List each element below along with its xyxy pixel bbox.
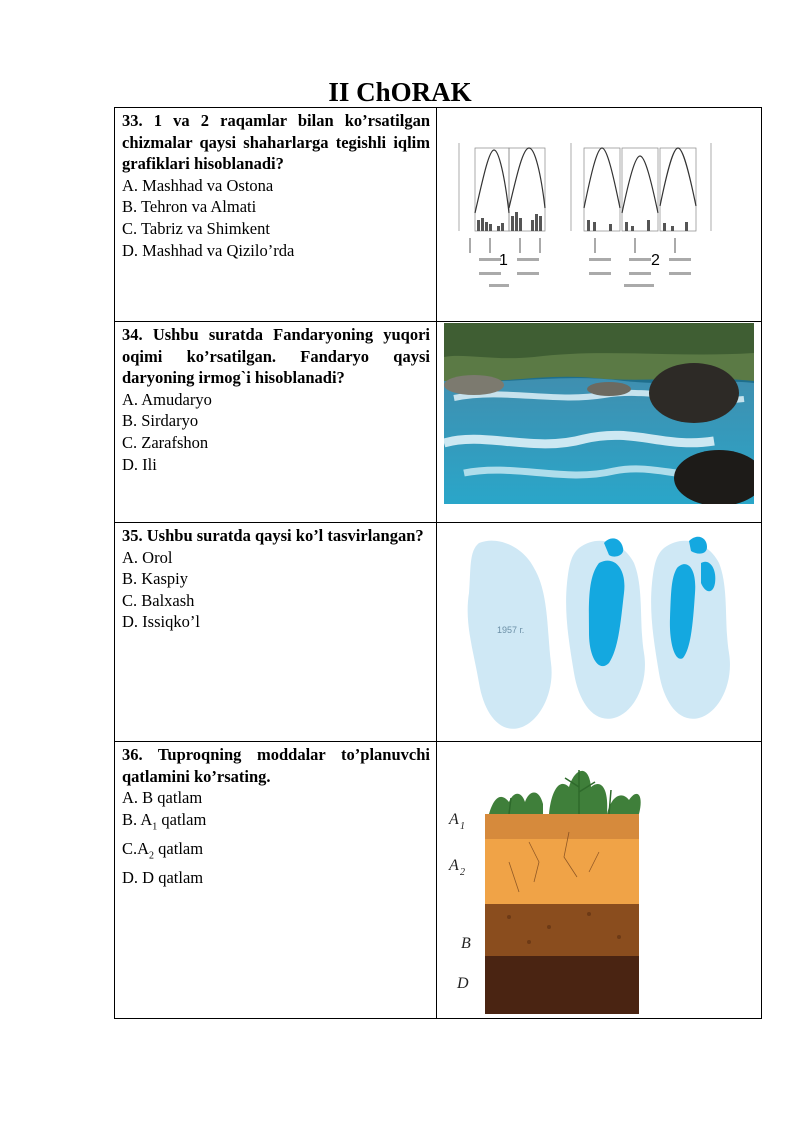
option-b: B. $A_1$ qatlam — [122, 809, 207, 833]
option-d: D. Mashhad va Qizilo’rda — [122, 240, 295, 260]
question-row-34 — [115, 322, 762, 523]
page-title: II ChORAK — [328, 77, 472, 107]
layer-label-d: D — [457, 975, 469, 992]
question-stem: 34. Ushbu suratda Fandaryoning yuqori oqimi ko’rsatilgan. Fandaryo qaysi daryoning irmog`i hisoblanadi? — [122, 325, 431, 388]
option-a: A. Mashhad va Ostona — [122, 175, 274, 195]
river-photo-image — [444, 323, 754, 504]
option-b: B. Sirdaryo — [122, 411, 199, 431]
option-b: B. Tehron va Almati — [122, 197, 257, 217]
question-number: 36. — [122, 745, 143, 764]
option-a: A. Orol — [122, 547, 173, 567]
option-d: D. Ili — [122, 454, 157, 474]
soil-layer-labels — [448, 811, 471, 992]
lake-maps-image — [437, 523, 762, 742]
question-cell — [115, 742, 437, 1019]
question-cell — [115, 322, 437, 523]
map-year-label: 1957 г. — [497, 625, 525, 635]
option-c: C. Tabriz va Shimkent — [122, 218, 270, 238]
option-c: $C.A_2$ qatlam — [122, 838, 204, 861]
question-cell — [115, 523, 437, 742]
question-number: 35. — [122, 526, 143, 545]
option-a: A. B qatlam — [122, 788, 203, 808]
question-stem: 36. Tuproqning moddalar to’planuvchi qatlamini ko’rsating. — [122, 745, 430, 786]
climate-charts-image — [437, 108, 762, 322]
layer-label-a-sub: 2 — [460, 867, 465, 878]
layer-label-b: B — [461, 935, 471, 952]
question-row-36 — [115, 742, 762, 1019]
marker-2: 2 — [651, 252, 660, 269]
question-row-35 — [115, 523, 762, 742]
river-photo — [437, 322, 762, 523]
layer-label-a: A — [449, 811, 459, 828]
question-number: 33. — [122, 111, 143, 130]
soil-profile-image — [437, 742, 762, 1019]
option-d: D. D qatlam — [122, 867, 204, 887]
lake-maps-figure — [439, 523, 759, 739]
climate-charts-figure — [439, 108, 759, 320]
question-stem: 35. Ushbu suratda qaysi ko’l tasvirlangan? — [122, 526, 424, 545]
question-row-33 — [115, 108, 762, 322]
question-number: 34. — [122, 325, 143, 344]
option-c: C. Zarafshon — [122, 432, 209, 452]
option-d: D. Issiqko’l — [122, 612, 200, 632]
questions-table — [114, 107, 762, 1019]
option-a: A. Amudaryo — [122, 389, 212, 409]
question-cell — [115, 108, 437, 322]
option-c: C. Balxash — [122, 590, 195, 610]
option-b: B. Kaspiy — [122, 569, 188, 589]
layer-label-a-sub: 1 — [460, 821, 465, 832]
layer-label-a: A — [449, 857, 459, 874]
soil-profile-figure — [439, 742, 759, 1016]
marker-1: 1 — [499, 252, 508, 269]
question-stem: 33. 1 va 2 raqamlar bilan ko’rsatilgan chizmalar qaysi shaharlarga tegishli iqlim grafiklari hisoblanadi? — [122, 111, 430, 174]
